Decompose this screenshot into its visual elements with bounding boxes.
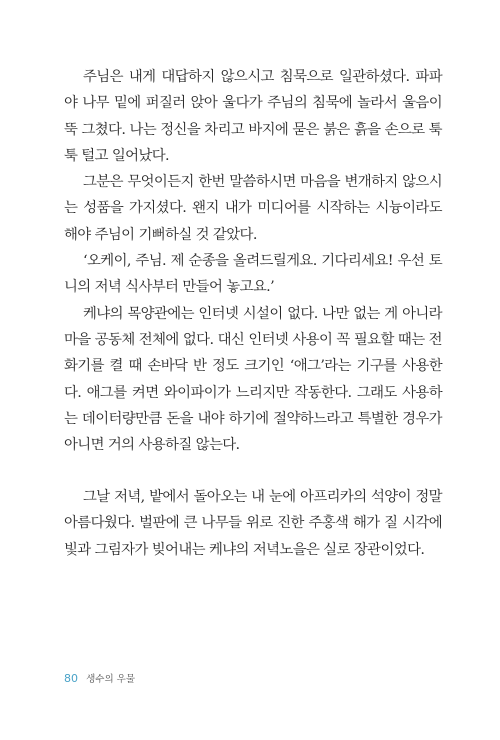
paragraph-1: 주님은 내게 대답하지 않으시고 침묵으로 일관하셨다. 파파야 나무 밑에 퍼질러 앉아 울다가 주님의 침묵에 놀라서 울음이 뚝 그쳤다. 나는 정신을 차리고 바지에 묻은 붉은 흙을 손으로 툭툭 털고 일어났다. — [64, 69, 442, 164]
paragraph-2: 그분은 무엇이든지 한번 말씀하시면 마음을 변개하지 않으시는 성품을 가지셨다. 왠지 내가 미디어를 시작하는 시늉이라도 해야 주님이 기뻐하실 것 같았다. — [64, 174, 442, 243]
body-text-section-1 — [64, 64, 442, 458]
page-footer — [64, 667, 135, 686]
paragraph-5: 그날 저녁, 밭에서 돌아오는 내 눈에 아프리카의 석양이 정말 아름다웠다. 벌판에 큰 나무들 위로 진한 주홍색 해가 질 시각에 빛과 그림자가 빚어내는 케냐의 저녁노을은 실로 장관이었다. — [64, 489, 442, 558]
page-number: 80 — [64, 672, 78, 685]
running-title: 생수의 우물 — [86, 674, 135, 685]
body-text-section-2 — [64, 484, 442, 563]
paragraph-4: 케냐의 목양관에는 인터넷 시설이 없다. 나만 없는 게 아니라 마을 공동체 전체에 없다. 대신 인터넷 사용이 꼭 필요할 때는 전화기를 켤 때 손바닥 반 정도 크기인 ‘애그’라는 기구를 사용한다. 애그를 켜면 와이파이가 느리지만 작동한다. 그래도 사용하는 데이터량만큼 돈을 내야 하기에 절약하느라고 특별한 경우가 아니면 거의 사용하질 않는다. — [64, 305, 442, 454]
paragraph-3: ‘오케이, 주님. 제 순종을 올려드릴게요. 기다리세요! 우선 토니의 저녁 식사부터 만들어 놓고요.’ — [64, 253, 442, 296]
